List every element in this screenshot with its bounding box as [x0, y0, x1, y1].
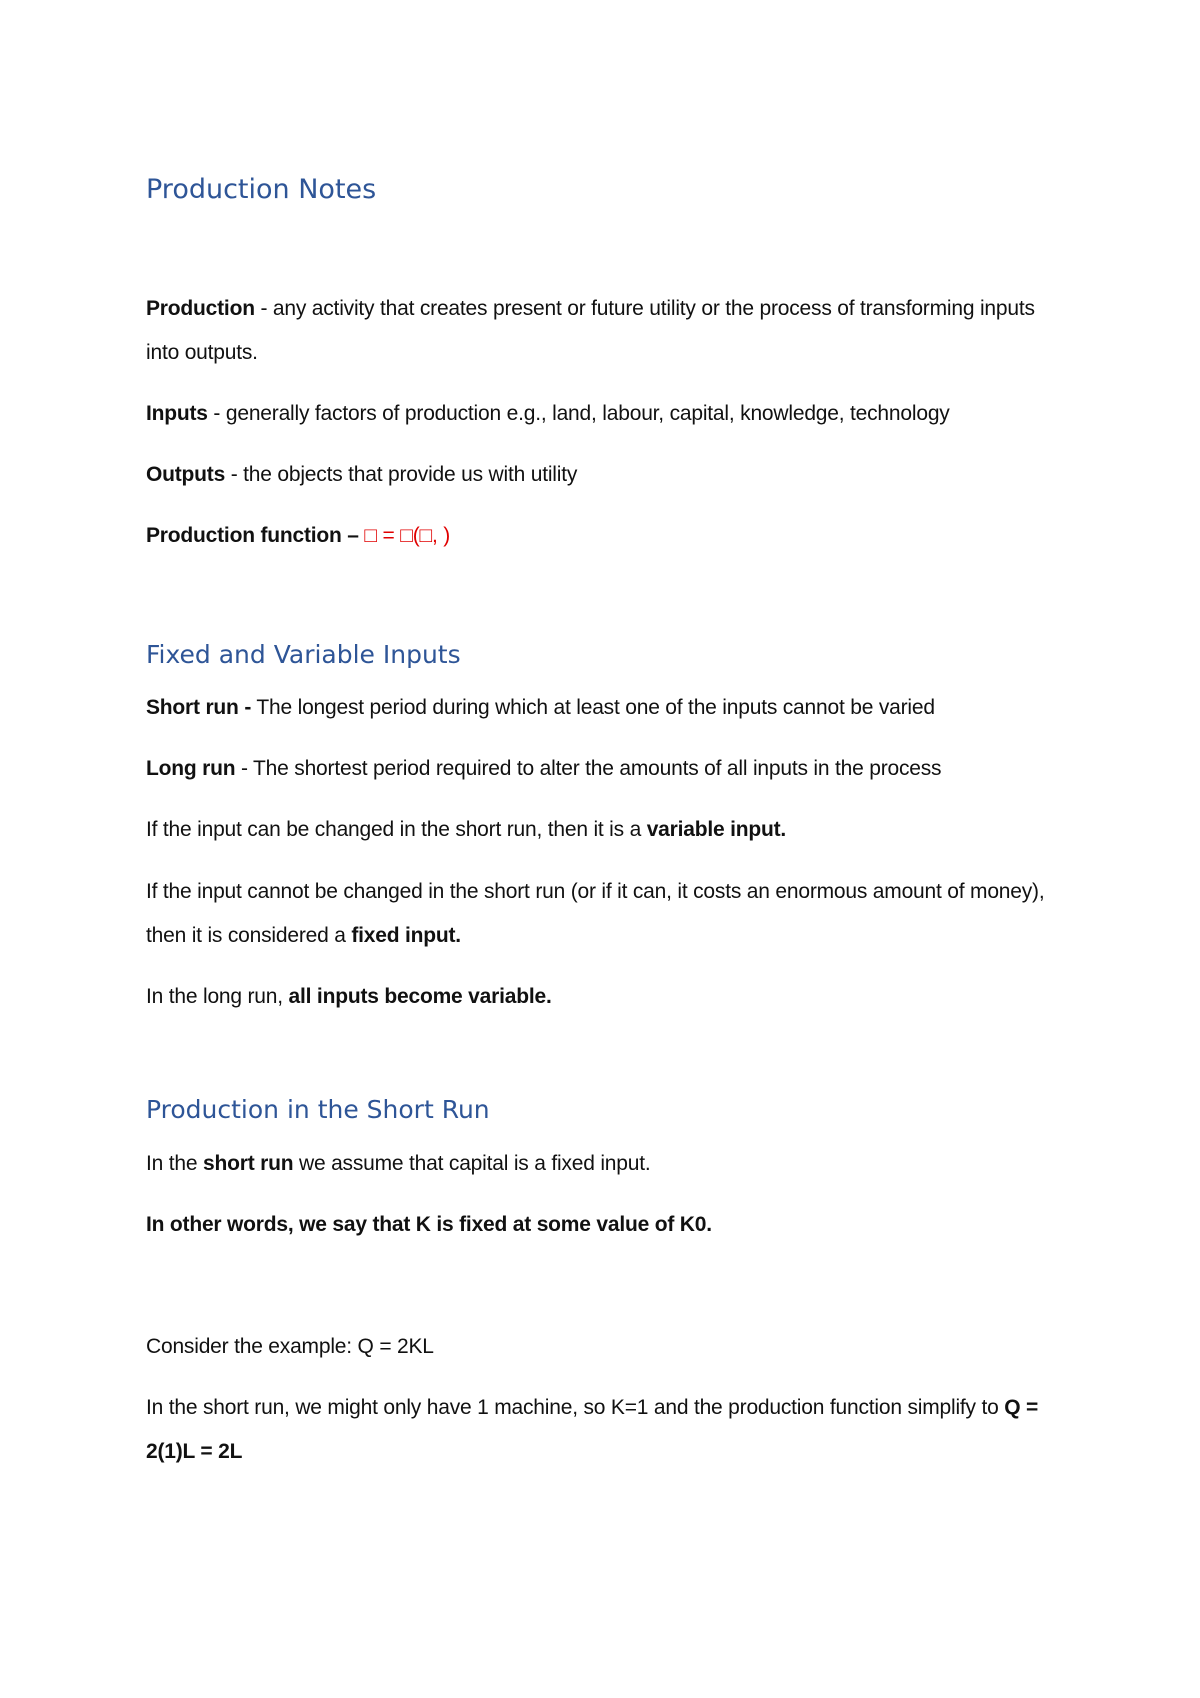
simplify-row — [146, 1386, 1066, 1474]
simplify-pre: In the short run, we might only have 1 machine, so K=1 and the production function simplify to — [146, 1396, 1005, 1419]
outputs-row — [146, 453, 1066, 497]
fixed-bold: fixed input. — [351, 924, 461, 947]
line1-bold: short run — [202, 1152, 294, 1175]
short-run-term: Short run - — [146, 696, 252, 719]
section-heading-fixed-variable: Fixed and Variable Inputs — [146, 640, 461, 669]
short-run-text: The longest period during which at least one of the inputs cannot be varied — [251, 696, 935, 719]
short-line2-row — [146, 1203, 1066, 1247]
long-run-term: Long run — [146, 757, 236, 780]
short-line1-row — [146, 1142, 1066, 1186]
outputs-definition — [146, 453, 1066, 497]
long-row — [146, 975, 1066, 1019]
definitions-block — [146, 287, 1066, 375]
outputs-term: Outputs — [146, 463, 226, 486]
section-heading-short-run: Production in the Short Run — [146, 1095, 490, 1124]
variable-input-sentence — [146, 808, 1066, 852]
outputs-text: - the objects that provide us with utility — [225, 463, 578, 486]
line1-pre: In the — [146, 1152, 203, 1175]
fixed-pre: If the input cannot be changed in the short run (or if it can, it costs an enormous amount of money), then it is considered a — [146, 880, 1045, 947]
long-run-row — [146, 747, 1066, 791]
k-fixed-sentence — [146, 1203, 1066, 1247]
fixed-row — [146, 870, 1066, 958]
long-run-text: - The shortest period required to alter the amounts of all inputs in the process — [235, 757, 942, 780]
variable-bold: variable input. — [646, 818, 787, 841]
inputs-definition — [146, 392, 1066, 436]
function-row — [146, 514, 1066, 558]
example-sentence: Consider the example: Q = 2KL — [146, 1335, 434, 1358]
production-definition — [146, 287, 1066, 375]
fixed-section-block — [146, 686, 1066, 730]
simplify-bold: Q = 2(1)L = 2L — [146, 1396, 1039, 1463]
production-text: - any activity that creates present or future utility or the process of transforming inputs into outputs. — [146, 297, 1035, 364]
function-term: Production function — [146, 524, 342, 547]
line2-bold: In other words, we say that K is fixed at some value of K0. — [146, 1213, 712, 1236]
function-dash: – — [341, 524, 365, 547]
production-term: Production — [146, 297, 255, 320]
fixed-input-sentence — [146, 870, 1066, 958]
long-run-sentence — [146, 975, 1066, 1019]
short-run-definition — [146, 686, 1066, 730]
long-pre: In the long run, — [146, 985, 289, 1008]
variable-row — [146, 808, 1066, 852]
variable-pre: If the input can be changed in the short run, then it is a — [146, 818, 647, 841]
production-function — [146, 514, 1066, 558]
inputs-row — [146, 392, 1066, 436]
simplify-sentence — [146, 1386, 1066, 1474]
inputs-text: - generally factors of production e.g., land, labour, capital, knowledge, technology — [207, 402, 950, 425]
function-formula: □ = □(□, ) — [364, 524, 451, 547]
short-run-capital-sentence — [146, 1142, 1066, 1186]
long-bold: all inputs become variable. — [288, 985, 552, 1008]
inputs-term: Inputs — [146, 402, 208, 425]
example-row — [146, 1325, 1066, 1369]
long-run-definition — [146, 747, 1066, 791]
page-title: Production Notes — [146, 174, 377, 205]
line1-post: we assume that capital is a fixed input. — [293, 1152, 651, 1175]
